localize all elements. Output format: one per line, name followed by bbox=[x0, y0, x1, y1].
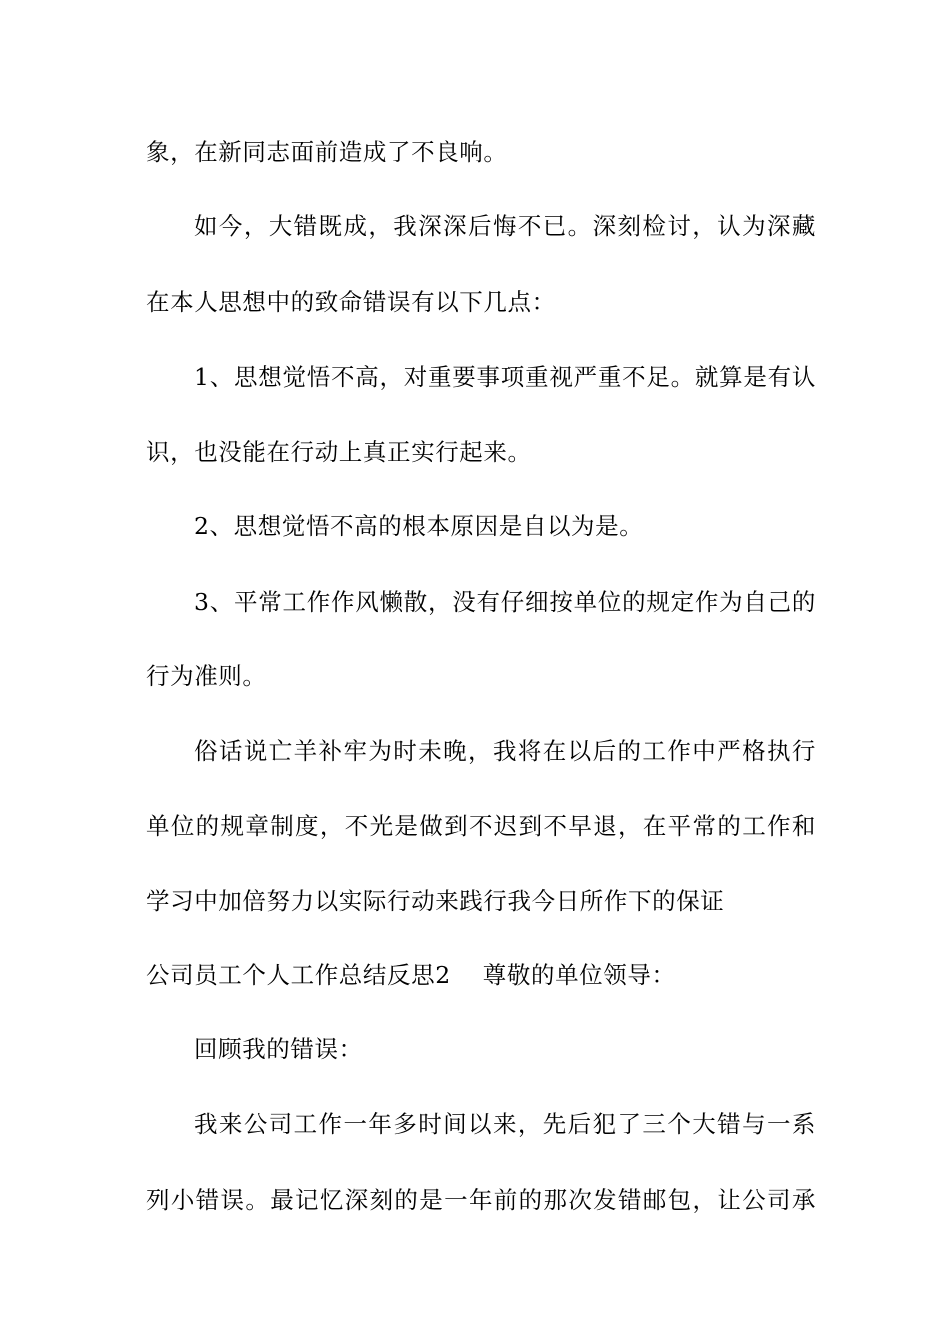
paragraph-line: 回顾我的错误： bbox=[194, 1035, 363, 1063]
paragraph-line: 行为准则。 bbox=[146, 662, 267, 690]
paragraph-line: 列小错误。最记忆深刻的是一年前的那次发错邮包，让公司承 bbox=[146, 1186, 816, 1214]
paragraph-line: 象，在新同志面前造成了不良响。 bbox=[146, 138, 508, 166]
salutation: 尊敬的单位领导： bbox=[482, 961, 676, 989]
paragraph-line: 在本人思想中的致命错误有以下几点： bbox=[146, 288, 556, 316]
section-heading bbox=[146, 957, 676, 993]
paragraph-line: 如今，大错既成，我深深后悔不已。深刻检讨，认为深藏 bbox=[194, 212, 816, 240]
section-title: 公司员工个人工作总结反思2 bbox=[146, 961, 451, 989]
paragraph-line: 3、平常工作作风懒散，没有仔细按单位的规定作为自己的 bbox=[194, 588, 816, 616]
paragraph-line: 我来公司工作一年多时间以来，先后犯了三个大错与一系 bbox=[194, 1110, 816, 1138]
paragraph-line: 识，也没能在行动上真正实行起来。 bbox=[146, 438, 532, 466]
paragraph-line: 2、思想觉悟不高的根本原因是自以为是。 bbox=[194, 512, 644, 540]
paragraph-line: 单位的规章制度，不光是做到不迟到不早退，在平常的工作和 bbox=[146, 812, 816, 840]
paragraph-line: 学习中加倍努力以实际行动来践行我今日所作下的保证 bbox=[146, 887, 725, 915]
paragraph-line: 俗话说亡羊补牢为时未晚，我将在以后的工作中严格执行 bbox=[194, 737, 816, 765]
paragraph-line: 1、思想觉悟不高，对重要事项重视严重不足。就算是有认 bbox=[194, 363, 816, 391]
